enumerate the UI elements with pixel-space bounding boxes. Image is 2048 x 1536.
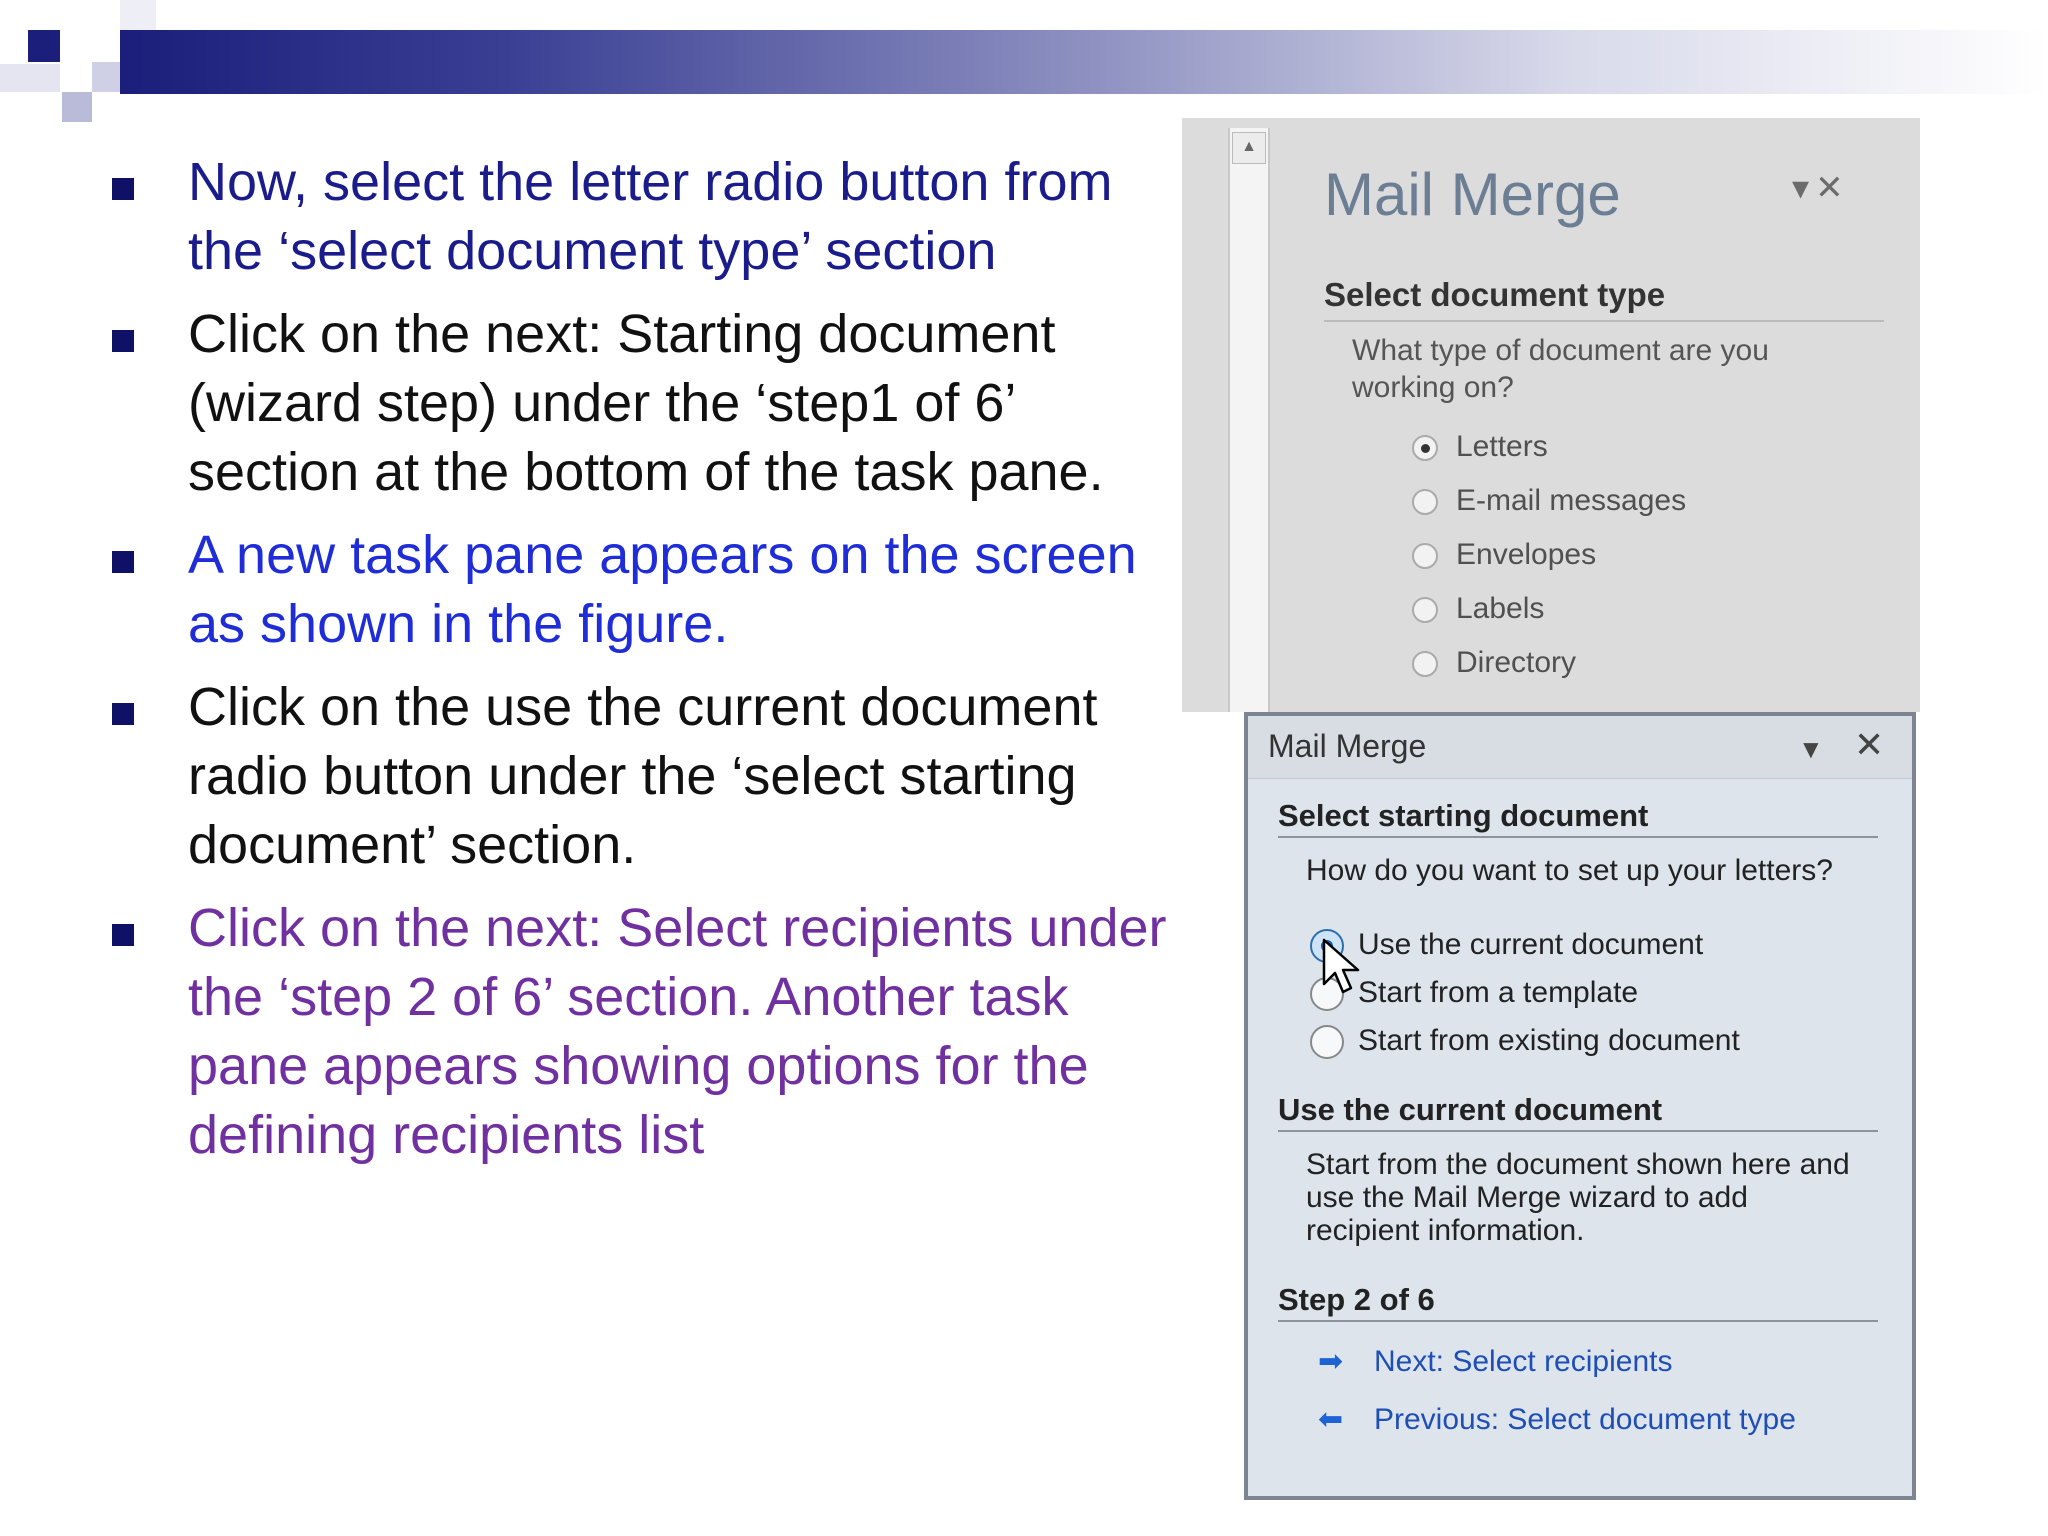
header-decor-square bbox=[28, 30, 60, 62]
bullet-text: Click on the next: Starting document (wizard step) under the ‘step1 of 6’ section at the bottom of the task pane. bbox=[188, 304, 1104, 502]
chevron-down-icon[interactable]: ▾ bbox=[1792, 169, 1816, 207]
radio-selected-icon[interactable] bbox=[1412, 435, 1438, 461]
close-icon[interactable]: ✕ bbox=[1854, 724, 1885, 765]
radio-icon[interactable] bbox=[1412, 597, 1438, 623]
close-icon[interactable]: ✕ bbox=[1815, 169, 1850, 207]
bullet-list bbox=[112, 148, 1172, 1184]
header-decor-square bbox=[92, 62, 120, 92]
section-heading: Select document type bbox=[1324, 276, 1884, 322]
radio-label: E-mail messages bbox=[1456, 484, 1687, 517]
mail-merge-pane-step1 bbox=[1182, 118, 1920, 712]
radio-icon[interactable] bbox=[1412, 651, 1438, 677]
pane-title: Mail Merge bbox=[1268, 728, 1427, 764]
radio-icon[interactable] bbox=[1412, 489, 1438, 515]
scrollbar[interactable] bbox=[1228, 128, 1270, 712]
bullet-item bbox=[112, 148, 1172, 286]
bullet-text: Click on the next: Select recipients under the ‘step 2 of 6’ section. Another task pane appears showing options for the defining recipients list bbox=[188, 898, 1167, 1165]
bullet-square-icon bbox=[112, 551, 134, 573]
radio-label: Start from existing document bbox=[1358, 1024, 1740, 1057]
radio-label: Directory bbox=[1456, 646, 1577, 679]
arrow-left-icon: ⬅ bbox=[1318, 1403, 1344, 1436]
section-question: How do you want to set up your letters? bbox=[1306, 854, 1833, 887]
radio-label: Start from a template bbox=[1358, 976, 1639, 1009]
previous-link-label[interactable]: Previous: Select document type bbox=[1374, 1403, 1796, 1436]
step-indicator: Step 2 of 6 bbox=[1278, 1282, 1878, 1322]
radio-use-current-document[interactable] bbox=[1310, 928, 1703, 963]
mail-merge-pane-step2 bbox=[1244, 712, 1916, 1500]
radio-icon[interactable] bbox=[1310, 1025, 1344, 1059]
next-link[interactable] bbox=[1318, 1344, 1672, 1379]
radio-email-messages[interactable] bbox=[1412, 484, 1686, 518]
section-heading-use-current: Use the current document bbox=[1278, 1092, 1878, 1132]
header-decor-square bbox=[120, 0, 156, 30]
pane-titlebar bbox=[1248, 716, 1912, 779]
bullet-item bbox=[112, 894, 1172, 1170]
radio-labels[interactable] bbox=[1412, 592, 1544, 626]
radio-label: Envelopes bbox=[1456, 538, 1597, 571]
bullet-text: Click on the use the current document radio button under the ‘select starting document’ section. bbox=[188, 677, 1098, 875]
scroll-up-icon[interactable]: ▲ bbox=[1232, 132, 1266, 164]
header-gradient-bar bbox=[120, 30, 2048, 94]
mouse-cursor-icon bbox=[1322, 938, 1362, 998]
bullet-square-icon bbox=[112, 178, 134, 200]
radio-letters[interactable] bbox=[1412, 430, 1548, 464]
bullet-item bbox=[112, 521, 1172, 659]
radio-icon[interactable] bbox=[1412, 543, 1438, 569]
radio-label: Labels bbox=[1456, 592, 1545, 625]
pane-controls bbox=[1792, 168, 1850, 208]
bullet-text: Now, select the letter radio button from the ‘select document type’ section bbox=[188, 152, 1113, 281]
bullet-item bbox=[112, 673, 1172, 880]
radio-envelopes[interactable] bbox=[1412, 538, 1596, 572]
section-heading-starting: Select starting document bbox=[1278, 798, 1878, 838]
header-decor-square bbox=[60, 30, 120, 64]
bullet-text: A new task pane appears on the screen as shown in the figure. bbox=[188, 525, 1137, 654]
section-description: Start from the document shown here and use the Mail Merge wizard to add recipient information. bbox=[1306, 1148, 1850, 1247]
chevron-down-icon[interactable]: ▼ bbox=[1798, 734, 1824, 764]
bullet-square-icon bbox=[112, 330, 134, 352]
radio-directory[interactable] bbox=[1412, 646, 1576, 680]
arrow-right-icon: ➡ bbox=[1318, 1345, 1344, 1378]
previous-link[interactable] bbox=[1318, 1402, 1796, 1437]
radio-label: Letters bbox=[1456, 430, 1548, 463]
header-decor-square bbox=[62, 92, 92, 122]
next-link-label[interactable]: Next: Select recipients bbox=[1374, 1345, 1673, 1378]
section-question: What type of document are you working on? bbox=[1352, 334, 1769, 404]
radio-start-from-existing[interactable] bbox=[1310, 1024, 1740, 1059]
bullet-square-icon bbox=[112, 924, 134, 946]
header-decor-square bbox=[0, 64, 60, 92]
bullet-item bbox=[112, 300, 1172, 507]
radio-label: Use the current document bbox=[1358, 928, 1704, 961]
bullet-square-icon bbox=[112, 703, 134, 725]
pane-title: Mail Merge bbox=[1324, 161, 1621, 228]
